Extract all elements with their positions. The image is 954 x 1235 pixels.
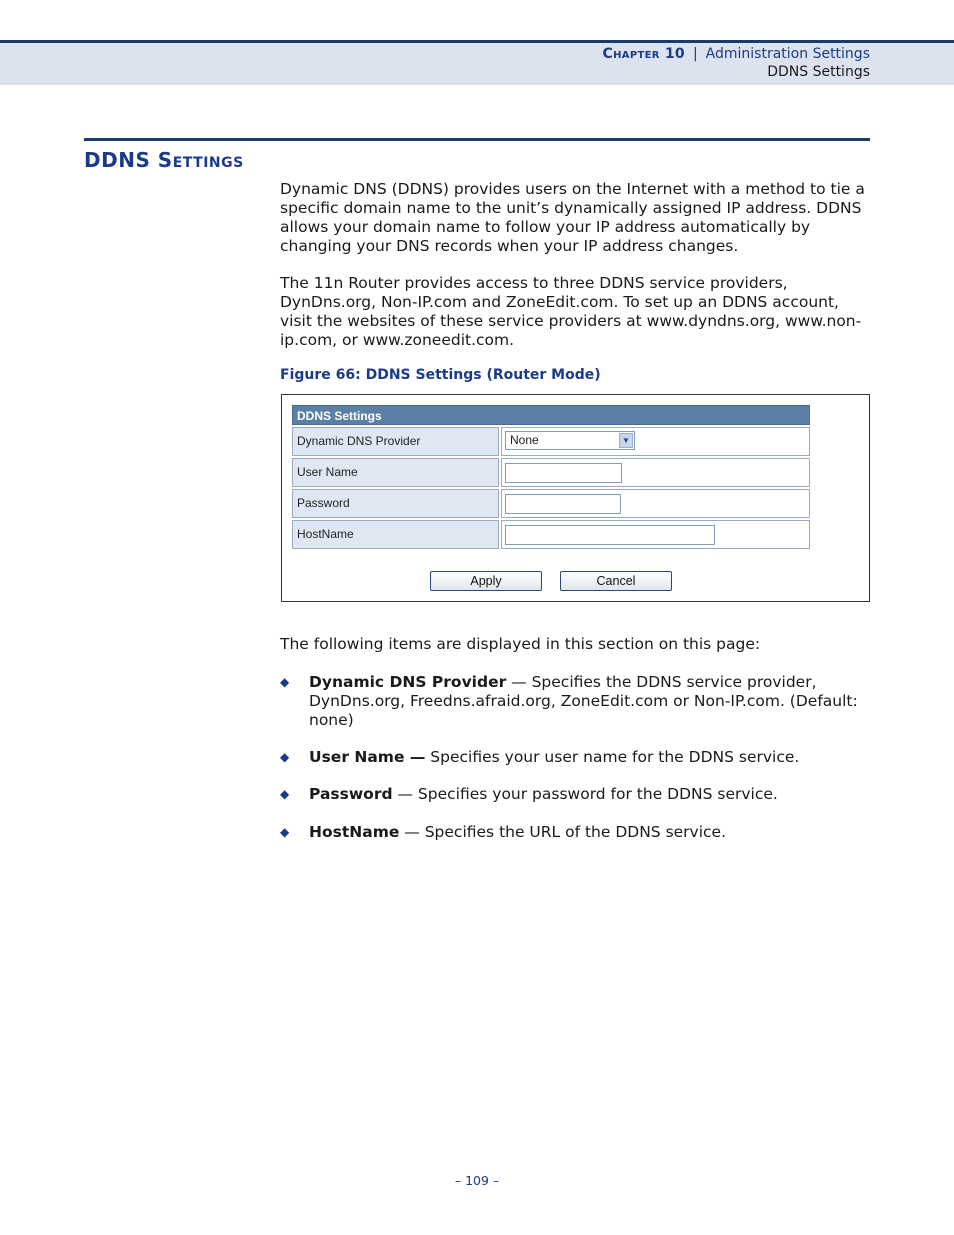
items-intro: The following items are displayed in this section on this page: [280,635,761,653]
apply-button[interactable]: Apply [430,571,542,591]
table-row [292,458,810,487]
intro-paragraph-1: Dynamic DNS (DDNS) provides users on the Internet with a method to tie a specific domain name to the unit’s dynamically assigned IP address. DDNS allows your domain name to follow your IP address automatically by changing your DNS records when your IP address changes. [280,180,865,255]
section-rule [84,138,870,141]
bullet-term: Dynamic DNS Provider [309,673,507,691]
username-label: User Name [292,458,499,487]
bullet-dash: — [392,785,418,803]
page-number: – 109 – [454,1173,500,1188]
provider-cell [501,427,810,456]
chapter-title: Administration Settings [705,46,870,62]
bullet-desc: Specifies the DDNS service provider, DynDns.org, Freedns.afraid.org, ZoneEdit.com or Non-IP.com. (Default: none) [309,673,858,729]
bullet-term: HostName [309,823,400,841]
password-label: Password [292,489,499,518]
bullet-desc: Specifies your user name for the DDNS service. [430,748,800,766]
bullet-term: User Name — [309,748,426,766]
diamond-icon: ◆ [280,675,290,689]
password-input[interactable] [505,494,621,514]
diamond-icon: ◆ [280,787,290,801]
provider-selected-value: None [510,433,539,447]
bullet-term: Password [309,785,393,803]
header-section: DDNS Settings [767,64,870,80]
header-separator: | [692,46,698,62]
bullet-dash: — [399,823,425,841]
chapter-label: Chapter 10 [602,46,685,62]
running-header [603,45,870,81]
table-row [292,427,810,456]
list-item [280,673,872,730]
hostname-cell [501,520,810,549]
bullet-dash: — [506,673,532,691]
username-input[interactable] [505,463,622,483]
bullet-desc: Specifies your password for the DDNS service. [417,785,778,803]
password-cell [501,489,810,518]
figure-frame [281,394,870,602]
provider-select[interactable] [505,431,635,450]
hostname-label: HostName [292,520,499,549]
cancel-button[interactable]: Cancel [560,571,672,591]
diamond-icon: ◆ [280,825,290,839]
provider-label: Dynamic DNS Provider [292,427,499,456]
chevron-down-icon[interactable]: ▼ [619,433,633,448]
figure-caption: Figure 66: DDNS Settings (Router Mode) [280,367,601,383]
section-title: DDNS Settings [84,148,244,172]
ddns-settings-table [292,405,810,549]
username-cell [501,458,810,487]
intro-paragraph-2: The 11n Router provides access to three DDNS service providers, DynDns.org, Non-IP.com and ZoneEdit.com. To set up an DDNS account, visit the websites of these service providers at www.dyndns.org, www.non-ip.com, or www.zoneedit.com. [280,274,862,349]
bullet-desc: Specifies the URL of the DDNS service. [424,823,727,841]
list-item [280,785,872,804]
table-row [292,489,810,518]
list-item [280,823,872,842]
hostname-input[interactable] [505,525,715,545]
table-title: DDNS Settings [292,405,810,425]
diamond-icon: ◆ [280,750,290,764]
table-row [292,520,810,549]
list-item [280,748,872,767]
